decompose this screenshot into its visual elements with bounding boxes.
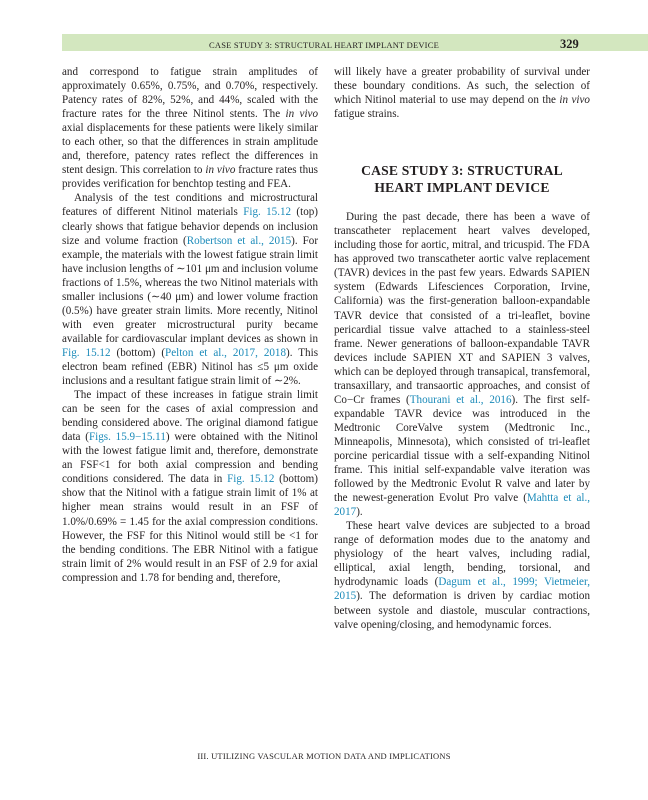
citation-link[interactable]: Pelton et al., 2017, 2018: [165, 346, 287, 359]
paragraph: Analysis of the test conditions and microstructural features of different Nitinol materials Fig. 15.12 (top) clearly shows that fatigue behavior depends on inclusion size and volume fraction (Robertson et al., 2015). For example, the materials with the lowest fatigue strain limit have inclusion lengths of ∼101 μm and inclusion volume fractions of 1.5%, whereas the two Nitinol materials with smaller inclusions (∼40 μm) and lower volume fraction (0.5%) have greater strain limits. More recently, Nitinol with even greater microstructural purity became available for cardiovascular implant devices as shown in Fig. 15.12 (bottom) (Pelton et al., 2017, 2018). This electron beam refined (EBR) Nitinol has ≤5 μm oxide inclusions and a resultant fatigue strain limit of ∼2%.: [62, 192, 319, 388]
paragraph: The impact of these increases in fatigue strain limit can be seen for the cases of axial compression and bending considered above. The original diamond fatigue data (Figs. 15.9−15.11) were obtained with the Nitinol with the lowest fatigue limit and, therefore, demonstrate an FSF<1 for both axial compression and bending conditions considered. The data in Fig. 15.12 (bottom) show that the Nitinol with a fatigue strain limit of 1% at higher mean strains would result in an FSF of 1.0%/0.69% = 1.45 for the axial compression conditions. However, the FSF for this Nitinol would still be <1 for the bending conditions. The EBR Nitinol with a fatigue strain limit of 2% would result in an FSF of 2.9 for axial compression and 1.78 for bending and, therefore,: [62, 389, 318, 584]
left-column: [62, 65, 318, 585]
citation-link[interactable]: Robertson et al., 2015: [186, 234, 292, 247]
right-column: [334, 65, 590, 632]
section-heading: CASE STUDY 3: STRUCTURAL HEART IMPLANT DEVICE: [361, 163, 563, 195]
paragraph: will likely have a greater probability of survival under these boundary conditions. As such, the selection of which Nitinol material to use may depend on the in vivo fatigue strains.: [334, 66, 590, 121]
citation-link[interactable]: Dagum et al., 1999; Vietmeier, 2015: [334, 576, 590, 603]
paragraph: and correspond to fatigue strain amplitudes of approximately 0.65%, 0.75%, and 0.70%, respectively. Patency rates of 82%, 52%, and 44%, scaled with the fracture rates for the three Nitinol stents. The in vivo axial displacements for these patients were likely similar to each other, so that the differences in strain amplitude and, therefore, patency rates reflect the differences in stent design. This correlation to in vivo fracture rates thus provides verification for benchtop testing and FEA.: [62, 66, 319, 191]
running-footer: III. UTILIZING VASCULAR MOTION DATA AND IMPLICATIONS: [197, 751, 451, 761]
figure-link[interactable]: Figs. 15.9−15.11: [88, 431, 166, 444]
paragraph: During the past decade, there has been a wave of transcatheter replacement heart valves developed, including those for aortic, mitral, and tricuspid. The FDA has approved two transcatheter aortic valve replacement (TAVR) devices in the past few years. Edwards SAPIEN system (Edwards Lifesciences Corporation, Irvine, California) was the first-generation balloon-expandable TAVR device that consisted of a tri-leaflet, bovine pericardial tissue valve attached to a stainless-steel frame. Newer generations of balloon-expandable TAVR devices include SAPIEN XT and SAPIEN 3 valves, which can be deployed through transapical, transfemoral, transaxillary, and transaortic approaches, and consist of Co−Cr frames (Thourani et al., 2016). The first self-expandable TAVR device was introduced in the Medtronic CoreValve system (Medtronic Inc., Minneapolis, Minnesota), which consisted of tri-leaflet porcine pericardial tissue with a self-expanding Nitinol frame. This initial self-expandable valve iteration was followed by the Medtronic Evolut R valve and later by the newest-generation Evolut Pro valve (Mahtta et al., 2017).: [334, 211, 590, 519]
citation-link[interactable]: Mahtta et al., 2017: [334, 492, 590, 519]
page-number: 329: [560, 37, 579, 51]
running-head: CASE STUDY 3: STRUCTURAL HEART IMPLANT DEVICE: [209, 40, 439, 50]
citation-link[interactable]: Thourani et al., 2016: [409, 393, 512, 406]
paragraph: These heart valve devices are subjected to a broad range of deformation modes due to the anatomy and physiology of the heart valves, including radial, elliptical, axial length, bending, torsional, and hydrodynamic loads (Dagum et al., 1999; Vietmeier, 2015). The deformation is driven by cardiac motion between systole and diastole, muscular contractions, valve opening/closing, and hemodynamic forces.: [334, 520, 590, 631]
figure-link[interactable]: Fig. 15.12: [227, 473, 275, 486]
figure-link[interactable]: Fig. 15.12: [243, 206, 292, 219]
figure-link[interactable]: Fig. 15.12: [62, 346, 111, 359]
